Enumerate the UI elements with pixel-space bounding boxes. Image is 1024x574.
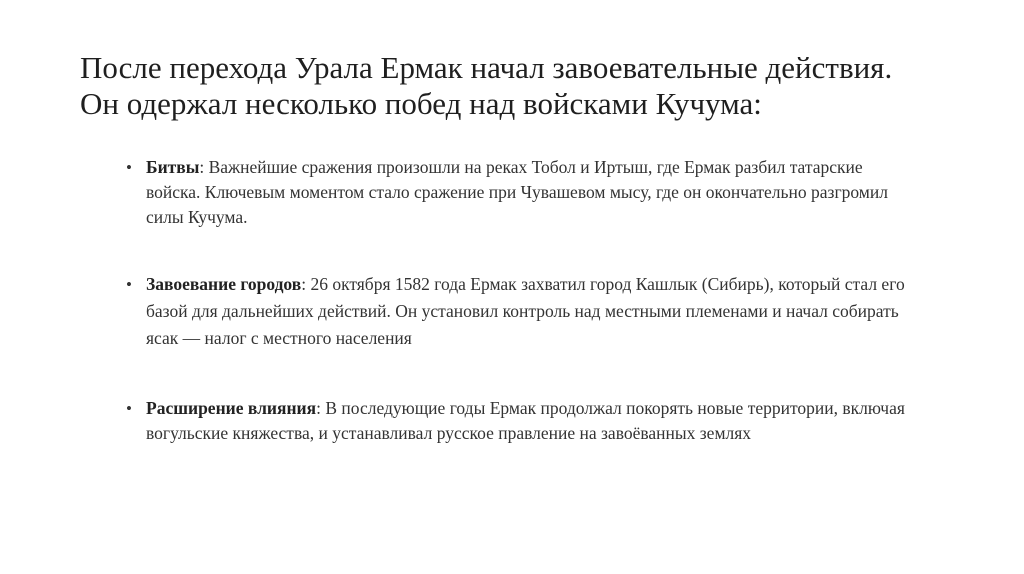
slide-title [80, 50, 960, 122]
bullet-term: Битвы [146, 157, 200, 177]
bullet-item-cities [120, 271, 920, 352]
bullet-dot-icon: • [126, 158, 132, 177]
slide-title-line-1: После перехода Урала Ермак начал завоевательные действия. [80, 50, 893, 85]
bullet-dot-icon: • [126, 275, 132, 294]
bullet-text: : Важнейшие сражения произошли на реках Тобол и Иртыш, где Ермак разбил татарские войска. Ключевым моментом стало сражение при Чувашевом мысу, где он окончательно разгромил силы Кучума. [146, 157, 888, 227]
bullet-term: Завоевание городов [146, 274, 302, 294]
bullet-item-influence [120, 396, 920, 446]
bullet-text: : 26 октября 1582 года Ермак захватил город Кашлык (Сибирь), который стал его базой для дальнейших действий. Он установил контроль над местными племенами и начал собирать ясак — налог с местного населения [146, 274, 905, 348]
slide-title-line-2: Он одержал несколько побед над войсками Кучума: [80, 86, 762, 121]
bullet-dot-icon: • [126, 399, 132, 418]
bullet-text: : В последующие годы Ермак продолжал покорять новые территории, включая вогульские княжества, и устанавливал русское правление на завоёванных землях [146, 398, 905, 443]
bullet-term: Расширение влияния [146, 398, 317, 418]
bullet-item-battles [120, 155, 920, 230]
bullet-list [120, 155, 920, 446]
